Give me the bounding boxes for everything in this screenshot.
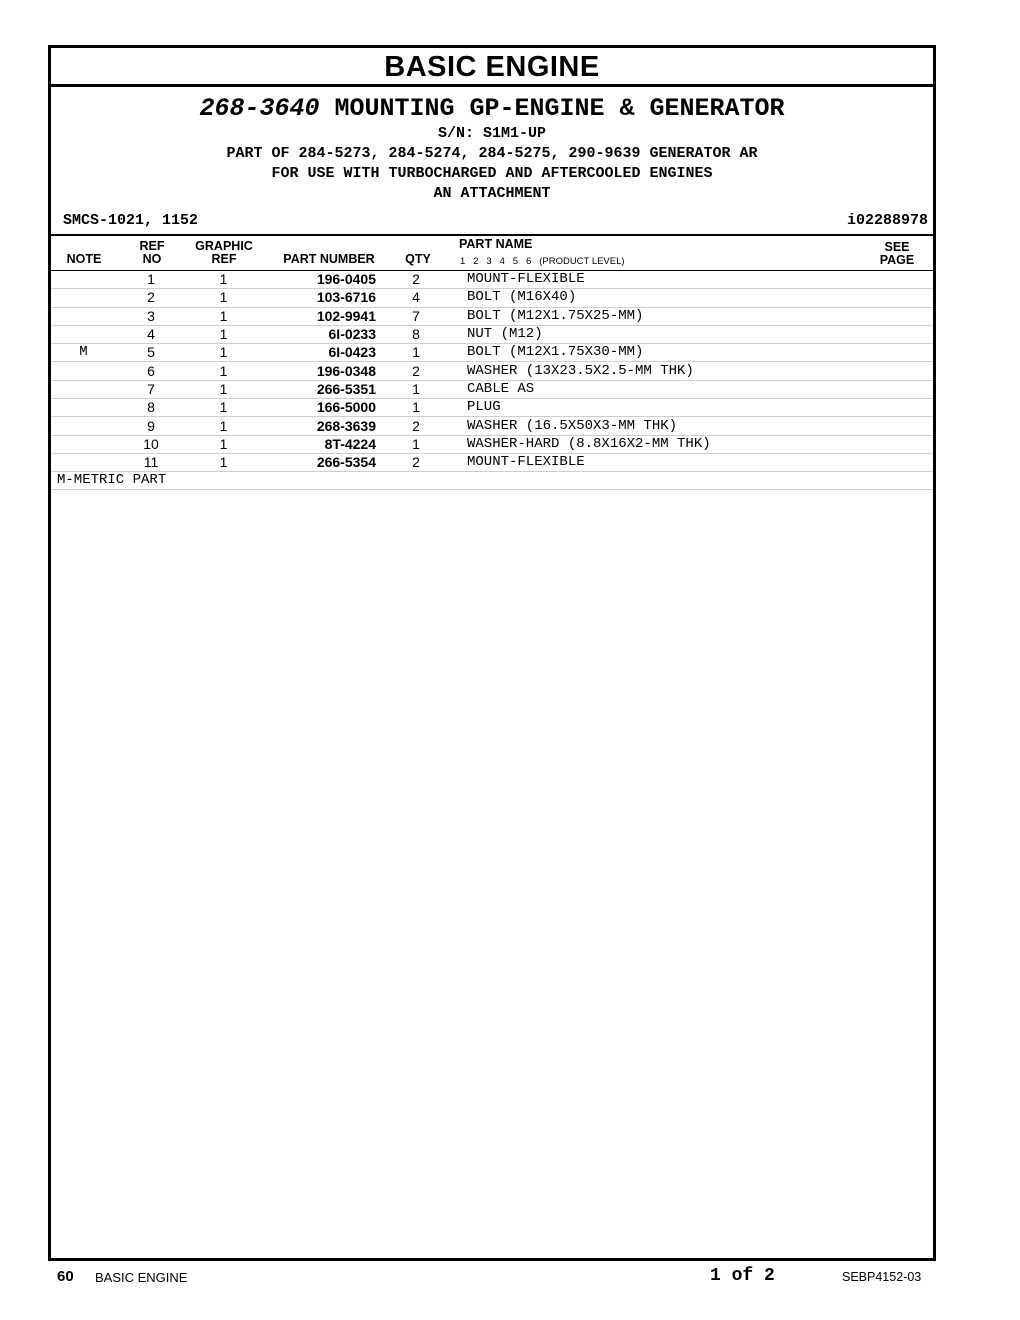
cell-gref: 1 [186, 435, 261, 453]
cell-see-page [873, 453, 933, 471]
parts-table-header [51, 234, 933, 271]
cell-name: WASHER-HARD (8.8X16X2-MM THK) [456, 435, 873, 453]
cell-pn: 166-5000 [261, 399, 376, 417]
cell-note [51, 307, 116, 325]
header-product-level: 1 2 3 4 5 6 (PRODUCT LEVEL) [460, 256, 625, 267]
cell-name: BOLT (M12X1.75X25-MM) [456, 307, 873, 325]
cell-note [51, 380, 116, 398]
cell-note: M [51, 344, 116, 362]
cell-note [51, 362, 116, 380]
table-row [51, 417, 933, 435]
cell-name: NUT (M12) [456, 325, 873, 343]
cell-see-page [873, 399, 933, 417]
cell-ref: 3 [116, 307, 186, 325]
cell-name: MOUNT-FLEXIBLE [456, 271, 873, 289]
cell-see-page [873, 271, 933, 289]
header-part-number: PART NUMBER [283, 252, 375, 266]
cell-ref: 1 [116, 271, 186, 289]
use-with-line: FOR USE WITH TURBOCHARGED AND AFTERCOOLED ENGINES [271, 165, 713, 182]
cell-ref: 11 [116, 453, 186, 471]
cell-ref: 7 [116, 380, 186, 398]
cell-pn: 266-5351 [261, 380, 376, 398]
header-note: NOTE [66, 252, 102, 266]
part-of-line: PART OF 284-5273, 284-5274, 284-5275, 290-9639 GENERATOR AR [226, 145, 758, 162]
cell-see-page [873, 307, 933, 325]
section-title: BASIC ENGINE [51, 48, 933, 87]
cell-name: PLUG [456, 399, 873, 417]
cell-qty: 1 [376, 344, 456, 362]
cell-qty: 8 [376, 325, 456, 343]
cell-name: WASHER (16.5X50X3-MM THK) [456, 417, 873, 435]
cell-note [51, 289, 116, 307]
attachment-line: AN ATTACHMENT [433, 185, 551, 202]
cell-gref: 1 [186, 399, 261, 417]
cell-name: MOUNT-FLEXIBLE [456, 453, 873, 471]
cell-note [51, 435, 116, 453]
cell-see-page [873, 344, 933, 362]
cell-qty: 2 [376, 453, 456, 471]
cell-pn: 102-9941 [261, 307, 376, 325]
table-row [51, 399, 933, 417]
header-part-name: PART NAME [459, 237, 533, 251]
cell-gref: 1 [186, 362, 261, 380]
table-row [51, 453, 933, 471]
header-graphic-ref: GRAPHIC REF [195, 239, 253, 266]
cell-pn: 6I-0423 [261, 344, 376, 362]
cell-see-page [873, 325, 933, 343]
cell-pn: 196-0348 [261, 362, 376, 380]
cell-see-page [873, 380, 933, 398]
table-row [51, 380, 933, 398]
table-row [51, 344, 933, 362]
page-frame [48, 45, 936, 1261]
cell-qty: 2 [376, 362, 456, 380]
table-row [51, 435, 933, 453]
cell-gref: 1 [186, 344, 261, 362]
page-of: 1 of 2 [710, 1266, 775, 1286]
cell-qty: 1 [376, 380, 456, 398]
table-row [51, 271, 933, 289]
cell-gref: 1 [186, 325, 261, 343]
document-number: SEBP4152-03 [842, 1270, 922, 1284]
cell-ref: 5 [116, 344, 186, 362]
cell-note [51, 399, 116, 417]
cell-see-page [873, 362, 933, 380]
serial-range: S/N: S1M1-UP [437, 125, 547, 142]
cell-note [51, 453, 116, 471]
cell-ref: 4 [116, 325, 186, 343]
cell-gref: 1 [186, 271, 261, 289]
cell-note [51, 271, 116, 289]
cell-name: BOLT (M16X40) [456, 289, 873, 307]
header-qty: QTY [405, 252, 431, 266]
cell-name: CABLE AS [456, 380, 873, 398]
cell-gref: 1 [186, 453, 261, 471]
cell-pn: 103-6716 [261, 289, 376, 307]
group-name: MOUNTING GP-ENGINE & GENERATOR [334, 94, 785, 123]
cell-see-page [873, 417, 933, 435]
page-footer [0, 1266, 1020, 1290]
cell-pn: 266-5354 [261, 453, 376, 471]
illustration-id: i02288978 [846, 212, 928, 229]
cell-ref: 10 [116, 435, 186, 453]
smcs-code: SMCS-1021, 1152 [63, 212, 199, 229]
table-row [51, 325, 933, 343]
metric-footnote: M-METRIC PART [51, 472, 933, 490]
group-number: 268-3640 [199, 94, 320, 123]
cell-qty: 2 [376, 271, 456, 289]
header-see-page: SEE PAGE [879, 240, 915, 267]
table-row [51, 362, 933, 380]
cell-see-page [873, 289, 933, 307]
table-row [51, 307, 933, 325]
cell-ref: 9 [116, 417, 186, 435]
header-ref-no: REF NO [139, 239, 165, 266]
cell-ref: 8 [116, 399, 186, 417]
cell-ref: 6 [116, 362, 186, 380]
cell-gref: 1 [186, 380, 261, 398]
cell-qty: 1 [376, 399, 456, 417]
cell-name: BOLT (M12X1.75X30-MM) [456, 344, 873, 362]
page-number: 60 [57, 1268, 74, 1285]
cell-gref: 1 [186, 289, 261, 307]
footer-section: BASIC ENGINE [95, 1270, 188, 1285]
cell-gref: 1 [186, 417, 261, 435]
cell-qty: 7 [376, 307, 456, 325]
cell-name: WASHER (13X23.5X2.5-MM THK) [456, 362, 873, 380]
cell-qty: 4 [376, 289, 456, 307]
cell-note [51, 325, 116, 343]
cell-pn: 196-0405 [261, 271, 376, 289]
group-title [51, 94, 933, 124]
cell-pn: 6I-0233 [261, 325, 376, 343]
parts-table [51, 271, 933, 472]
cell-gref: 1 [186, 307, 261, 325]
cell-ref: 2 [116, 289, 186, 307]
cell-see-page [873, 435, 933, 453]
cell-pn: 8T-4224 [261, 435, 376, 453]
cell-note [51, 417, 116, 435]
smcs-row [51, 210, 933, 234]
table-row [51, 289, 933, 307]
cell-qty: 2 [376, 417, 456, 435]
cell-qty: 1 [376, 435, 456, 453]
cell-pn: 268-3639 [261, 417, 376, 435]
